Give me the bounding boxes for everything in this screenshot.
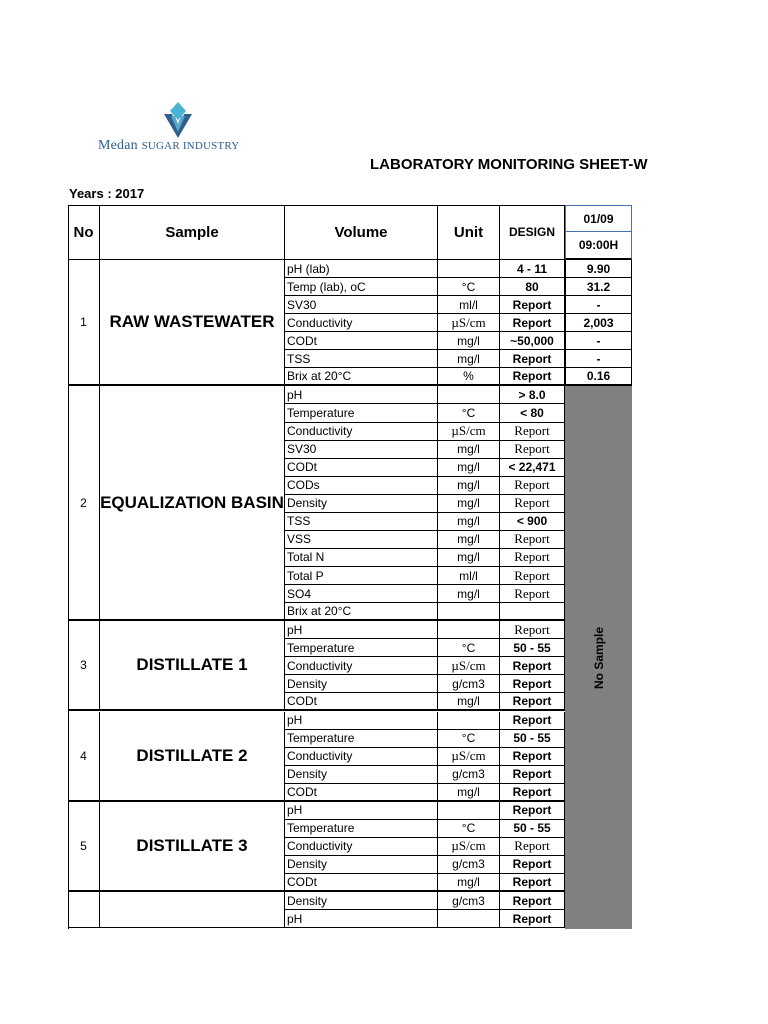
- design-value: Report: [500, 531, 565, 549]
- parameter-label: pH: [285, 712, 438, 730]
- unit-value: ml/l: [438, 567, 500, 585]
- parameter-label: Conductivity: [285, 314, 438, 332]
- design-value: < 80: [500, 404, 565, 422]
- design-value: Report: [500, 675, 565, 693]
- unit-value: mg/l: [438, 495, 500, 513]
- measured-value: 2,003: [565, 314, 632, 332]
- design-value: Report: [500, 423, 565, 441]
- measured-value: -: [565, 332, 632, 350]
- unit-value: µS/cm: [438, 657, 500, 675]
- page-title: LABORATORY MONITORING SHEET-W: [370, 156, 648, 173]
- design-value: Report: [500, 693, 565, 711]
- design-value: Report: [500, 296, 565, 314]
- design-value: Report: [500, 874, 565, 892]
- unit-value: [438, 621, 500, 639]
- design-value: ~50,000: [500, 332, 565, 350]
- sample-number: 5: [68, 802, 100, 892]
- parameter-label: TSS: [285, 350, 438, 368]
- parameter-label: Conductivity: [285, 423, 438, 441]
- unit-value: [438, 712, 500, 730]
- unit-value: g/cm3: [438, 892, 500, 910]
- company-name: Medan SUGAR INDUSTRY: [98, 138, 240, 153]
- parameter-label: Total P: [285, 567, 438, 585]
- design-value: Report: [500, 314, 565, 332]
- unit-value: °C: [438, 639, 500, 657]
- design-value: Report: [500, 712, 565, 730]
- unit-value: mg/l: [438, 585, 500, 603]
- parameter-label: Conductivity: [285, 657, 438, 675]
- parameter-label: Conductivity: [285, 838, 438, 856]
- header-sample: Sample: [100, 205, 285, 260]
- measured-value: -: [565, 350, 632, 368]
- parameter-label: Total N: [285, 549, 438, 567]
- unit-value: mg/l: [438, 350, 500, 368]
- measured-value: 31.2: [565, 278, 632, 296]
- design-value: Report: [500, 621, 565, 639]
- unit-value: µS/cm: [438, 838, 500, 856]
- header-time: 09:00H: [565, 232, 632, 260]
- unit-value: µS/cm: [438, 423, 500, 441]
- header-design: DESIGN: [500, 205, 565, 260]
- design-value: Report: [500, 495, 565, 513]
- design-value: Report: [500, 585, 565, 603]
- years-label: Years : 2017: [69, 186, 145, 201]
- parameter-label: pH: [285, 621, 438, 639]
- sample-name: EQUALIZATION BASIN: [100, 386, 285, 621]
- parameter-label: Temperature: [285, 820, 438, 838]
- sample-name: DISTILLATE 3: [100, 802, 285, 892]
- sample-name: DISTILLATE 1: [100, 621, 285, 711]
- design-value: Report: [500, 892, 565, 910]
- no-sample-label: No Sample: [591, 626, 606, 689]
- design-value: 4 - 11: [500, 260, 565, 278]
- sample-number: 4: [68, 712, 100, 802]
- parameter-label: pH (lab): [285, 260, 438, 278]
- design-value: Report: [500, 856, 565, 874]
- unit-value: [438, 260, 500, 278]
- design-value: Report: [500, 838, 565, 856]
- parameter-label: CODt: [285, 459, 438, 477]
- unit-value: °C: [438, 404, 500, 422]
- parameter-label: Density: [285, 856, 438, 874]
- unit-value: mg/l: [438, 549, 500, 567]
- design-value: Report: [500, 368, 565, 386]
- unit-value: mg/l: [438, 441, 500, 459]
- unit-value: °C: [438, 730, 500, 748]
- parameter-label: CODt: [285, 784, 438, 802]
- design-value: Report: [500, 567, 565, 585]
- no-sample-column: [565, 386, 632, 929]
- design-value: [500, 603, 565, 621]
- header-unit: Unit: [438, 205, 500, 260]
- parameter-label: SO4: [285, 585, 438, 603]
- design-value: Report: [500, 910, 565, 928]
- design-value: Report: [500, 784, 565, 802]
- sample-number: 2: [68, 386, 100, 621]
- parameter-label: CODt: [285, 874, 438, 892]
- design-value: > 8.0: [500, 386, 565, 404]
- unit-value: mg/l: [438, 874, 500, 892]
- unit-value: °C: [438, 820, 500, 838]
- company-logo: [98, 100, 262, 162]
- parameter-label: VSS: [285, 531, 438, 549]
- design-value: < 22,471: [500, 459, 565, 477]
- parameter-label: CODt: [285, 693, 438, 711]
- parameter-label: Conductivity: [285, 748, 438, 766]
- design-value: Report: [500, 748, 565, 766]
- parameter-label: pH: [285, 802, 438, 820]
- parameter-label: Density: [285, 495, 438, 513]
- unit-value: [438, 603, 500, 621]
- parameter-label: CODt: [285, 332, 438, 350]
- diamond-v-logo-icon: [162, 102, 194, 138]
- parameter-label: Density: [285, 675, 438, 693]
- unit-value: g/cm3: [438, 856, 500, 874]
- unit-value: mg/l: [438, 332, 500, 350]
- measured-value: 9.90: [565, 260, 632, 278]
- design-value: 50 - 55: [500, 820, 565, 838]
- unit-value: [438, 910, 500, 928]
- sample-name: [100, 892, 285, 928]
- parameter-label: SV30: [285, 441, 438, 459]
- header-no: No: [68, 205, 100, 260]
- sample-number: [68, 892, 100, 928]
- unit-value: ml/l: [438, 296, 500, 314]
- unit-value: g/cm3: [438, 675, 500, 693]
- parameter-label: Brix at 20°C: [285, 603, 438, 621]
- design-value: 50 - 55: [500, 730, 565, 748]
- parameter-label: Brix at 20°C: [285, 368, 438, 386]
- unit-value: mg/l: [438, 784, 500, 802]
- design-value: Report: [500, 441, 565, 459]
- unit-value: [438, 802, 500, 820]
- design-value: 50 - 55: [500, 639, 565, 657]
- unit-value: °C: [438, 278, 500, 296]
- design-value: 80: [500, 278, 565, 296]
- parameter-label: pH: [285, 386, 438, 404]
- sample-name: DISTILLATE 2: [100, 712, 285, 802]
- parameter-label: Temperature: [285, 404, 438, 422]
- header-volume: Volume: [285, 205, 438, 260]
- design-value: Report: [500, 802, 565, 820]
- parameter-label: pH: [285, 910, 438, 928]
- design-value: Report: [500, 477, 565, 495]
- parameter-label: TSS: [285, 513, 438, 531]
- measured-value: 0.16: [565, 368, 632, 386]
- design-value: Report: [500, 766, 565, 784]
- unit-value: mg/l: [438, 531, 500, 549]
- sample-name: RAW WASTEWATER: [100, 260, 285, 386]
- unit-value: g/cm3: [438, 766, 500, 784]
- parameter-label: Temp (lab), oC: [285, 278, 438, 296]
- unit-value: %: [438, 368, 500, 386]
- unit-value: mg/l: [438, 513, 500, 531]
- header-date: 01/09: [565, 205, 632, 232]
- design-value: Report: [500, 549, 565, 567]
- unit-value: mg/l: [438, 459, 500, 477]
- parameter-label: Temperature: [285, 730, 438, 748]
- parameter-label: Temperature: [285, 639, 438, 657]
- design-value: < 900: [500, 513, 565, 531]
- design-value: Report: [500, 657, 565, 675]
- unit-value: mg/l: [438, 477, 500, 495]
- unit-value: µS/cm: [438, 748, 500, 766]
- sample-number: 3: [68, 621, 100, 711]
- unit-value: mg/l: [438, 693, 500, 711]
- parameter-label: Density: [285, 766, 438, 784]
- parameter-label: SV30: [285, 296, 438, 314]
- unit-value: µS/cm: [438, 314, 500, 332]
- measured-value: -: [565, 296, 632, 314]
- design-value: Report: [500, 350, 565, 368]
- parameter-label: Density: [285, 892, 438, 910]
- monitoring-table: [68, 205, 633, 929]
- parameter-label: CODs: [285, 477, 438, 495]
- unit-value: [438, 386, 500, 404]
- sample-number: 1: [68, 260, 100, 386]
